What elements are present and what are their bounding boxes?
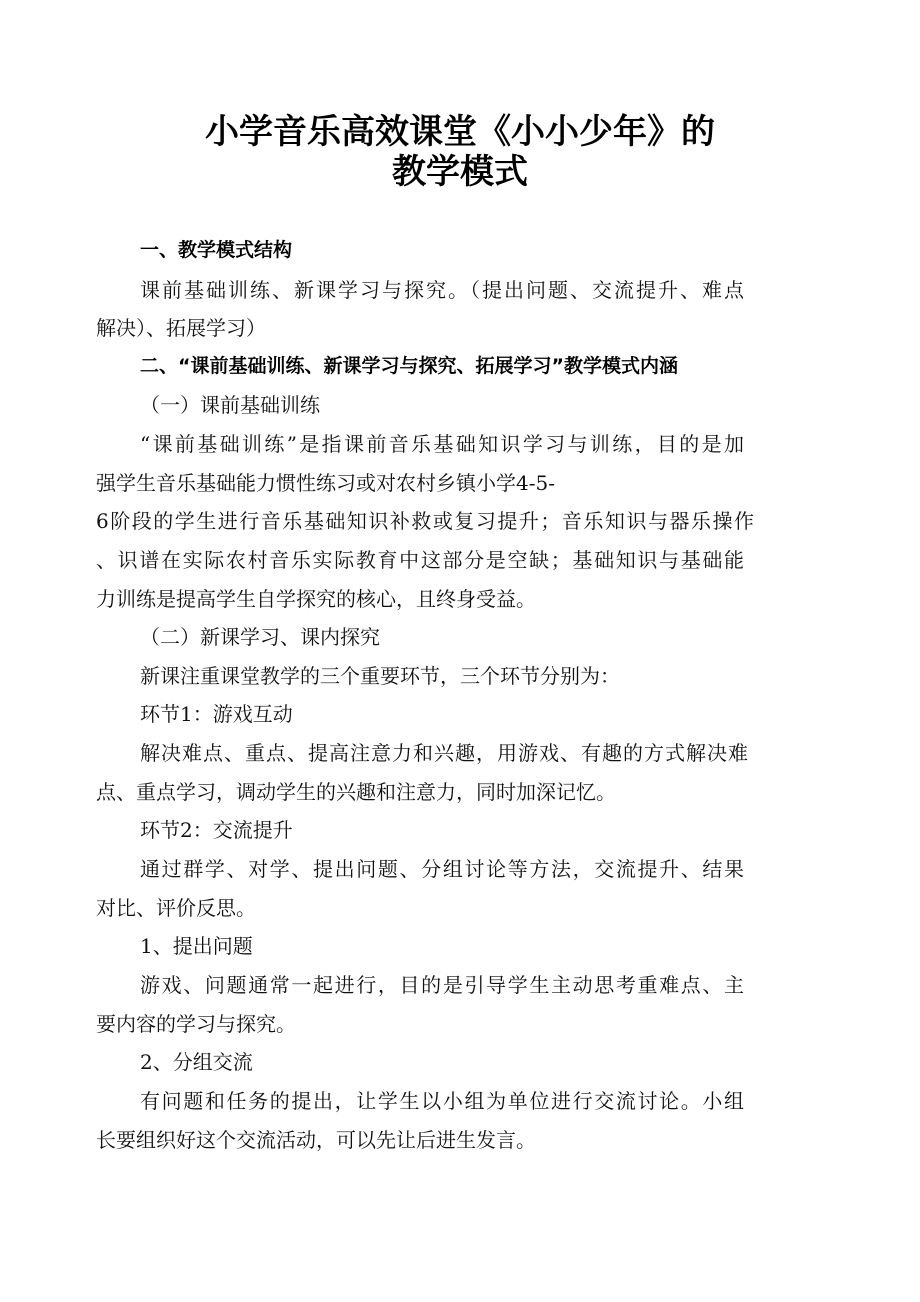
sub1-line-2: 强学生音乐基础能力惯性练习或对农村乡镇小学4-5- bbox=[96, 471, 555, 495]
sub1-line-4: 、识谱在实际农村音乐实际教育中这部分是空缺；基础知识与基础能 bbox=[96, 548, 744, 572]
section2-heading: 二、“课前基础训练、新课学习与探究、拓展学习”教学模式内涵 bbox=[140, 355, 678, 377]
section1-heading: 一、教学模式结构 bbox=[140, 239, 293, 261]
step1-line-2: 点、重点学习，调动学生的兴趣和注意力，同时加深记忆。 bbox=[96, 780, 616, 804]
sub1-line-3: 6阶段的学生进行音乐基础知识补救或复习提升；音乐知识与器乐操作 bbox=[96, 509, 754, 533]
section1-line-1: 课前基础训练、新课学习与探究。（提出问题、交流提升、难点 bbox=[140, 278, 744, 302]
step2-line-2: 对比、评价反思。 bbox=[96, 896, 256, 920]
item1-label: 1、提出问题 bbox=[140, 934, 253, 958]
item1-line-2: 要内容的学习与探究。 bbox=[96, 1012, 296, 1036]
step2-line-1: 通过群学、对学、提出问题、分组讨论等方法，交流提升、结果 bbox=[140, 857, 744, 881]
item2-label: 2、分组交流 bbox=[140, 1050, 253, 1074]
item2-line-2: 长要组织好这个交流活动，可以先让后进生发言。 bbox=[96, 1128, 536, 1152]
document-title-line1: 小学音乐高效课堂《小小少年》的 bbox=[205, 112, 715, 152]
document-title-line2: 教学模式 bbox=[392, 152, 528, 192]
item1-line-1: 游戏、问题通常一起进行，目的是引导学生主动思考重难点、主 bbox=[140, 973, 744, 997]
sub1-heading: （一）课前基础训练 bbox=[140, 393, 320, 417]
sub2-heading: （二）新课学习、课内探究 bbox=[140, 625, 380, 649]
sub1-line-1: “课前基础训练”是指课前音乐基础知识学习与训练，目的是加 bbox=[140, 432, 744, 456]
section1-line-2: 解决）、拓展学习） bbox=[96, 316, 266, 340]
sub2-intro: 新课注重课堂教学的三个重要环节，三个环节分别为： bbox=[140, 664, 620, 688]
item2-line-1: 有问题和任务的提出，让学生以小组为单位进行交流讨论。小组 bbox=[140, 1089, 744, 1113]
sub1-line-5: 力训练是提高学生自学探究的核心，且终身受益。 bbox=[96, 587, 536, 611]
step1-line-1: 解决难点、重点、提高注意力和兴趣，用游戏、有趣的方式解决难 bbox=[140, 741, 748, 765]
step2-label: 环节2：交流提升 bbox=[140, 818, 293, 842]
step1-label: 环节1：游戏互动 bbox=[140, 702, 293, 726]
